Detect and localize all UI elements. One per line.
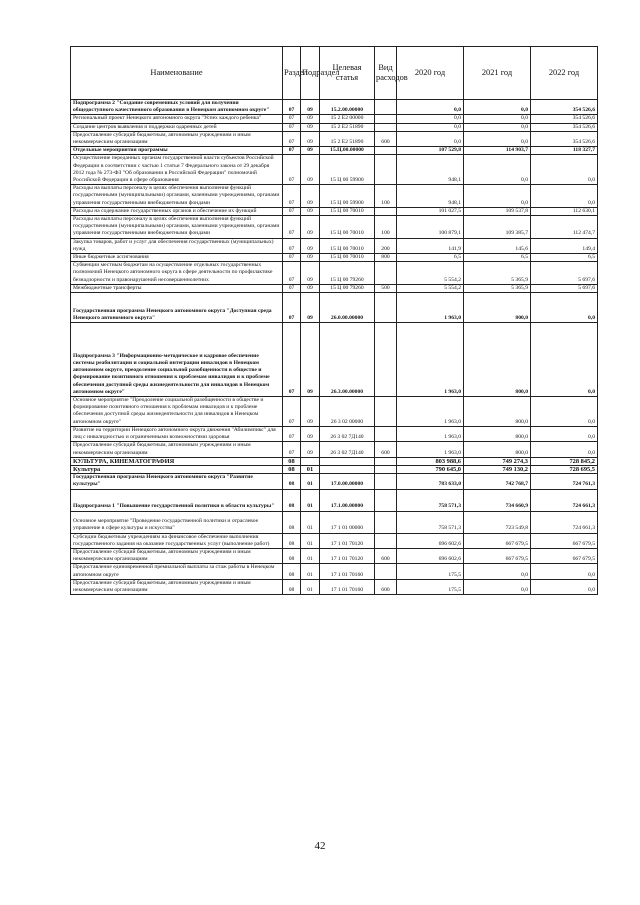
row-target: 17 1 01 70120: [320, 533, 375, 548]
table-row: [71, 123, 598, 131]
table-row: [71, 579, 598, 594]
row-vid: [375, 123, 397, 131]
row-razdel: 07: [283, 216, 301, 239]
row-name: Подпрограмма 3 "Информационно-методическое и кадровое обеспечение системы реабилитации и социальной интеграции инвалидов в Ненецком автономном округе, преодоление социальной разобщенности в обществе и формирование позитивного отношения к проблемам инвалидов и к проблеме обеспечения доступной среды жизнедеятельности для инвалидов в Ненецком автономном округе": [71, 323, 283, 397]
row-vid: [375, 323, 397, 397]
table-row: [71, 284, 598, 292]
row-vid: [375, 262, 397, 285]
row-podrazdel: 09: [301, 284, 320, 292]
row-podrazdel: 01: [301, 548, 320, 563]
row-name: Основное мероприятие "Проведение государственной политики и отраслевое управление в сфере культуры и искусства": [71, 511, 283, 533]
row-2020: 175,5: [397, 579, 464, 594]
row-2022: 0,0: [531, 293, 598, 323]
row-2020: 0,0: [397, 123, 464, 131]
row-razdel: 08: [283, 474, 301, 489]
row-2022: 0,0: [531, 579, 598, 594]
row-razdel: 08: [283, 564, 301, 579]
table-row: [71, 323, 598, 397]
table-row: [71, 254, 598, 262]
row-2022: 112 474,7: [531, 216, 598, 239]
row-name: Иные бюджетные ассигнования: [71, 254, 283, 262]
row-2021: 109 385,7: [464, 216, 531, 239]
page-number: 42: [314, 840, 326, 852]
row-vid: [375, 207, 397, 215]
row-2021: 0,0: [464, 115, 531, 123]
table-row: [71, 548, 598, 563]
row-2022: 5 697,6: [531, 262, 598, 285]
row-2020: 948,1: [397, 155, 464, 185]
row-2020: 175,5: [397, 564, 464, 579]
row-name: Осуществление переданных органам государственной власти субъектов Российской Федерации в соответствии с частью 1 статьи 7 Федерального закона от 29 декабря 2012 года № 273-ФЗ "Об образовании в Российской Федерации" полномочий Российской Федерации в сфере образования: [71, 155, 283, 185]
row-2021: 0,0: [464, 185, 531, 208]
row-vid: [375, 115, 397, 123]
row-name: Создание центров выявления и поддержки одаренных детей: [71, 123, 283, 131]
row-razdel: 08: [283, 489, 301, 511]
table-row: [71, 457, 598, 465]
row-target: 15 2 Е2 51890: [320, 131, 375, 146]
row-razdel: 07: [283, 323, 301, 397]
row-razdel: 07: [283, 262, 301, 285]
row-2022: 728 845,2: [531, 457, 598, 465]
row-2022: 724 761,3: [531, 474, 598, 489]
row-name: Расходы на выплаты персоналу в целях обеспечения выполнения функций государственными (муниципальными) органами, казенными учреждениями, органами управления государственными внебюджетными фондами: [71, 216, 283, 239]
row-podrazdel: 01: [301, 511, 320, 533]
table-row: [71, 397, 598, 427]
table-row: [71, 155, 598, 185]
row-2021: 5 365,9: [464, 284, 531, 292]
row-2020: 100 879,1: [397, 216, 464, 239]
row-2020: 101 027,5: [397, 207, 464, 215]
row-2022: 724 661,3: [531, 489, 598, 511]
row-2021: 114 903,7: [464, 147, 531, 155]
header-podrazdel: Подраздел: [301, 47, 320, 100]
row-target: 17 1 01 70120: [320, 548, 375, 563]
row-vid: [375, 465, 397, 473]
row-razdel: 07: [283, 207, 301, 215]
row-name: Предоставление единовременной премиальной выплаты за стаж работы в Ненецком автономном округе: [71, 564, 283, 579]
row-podrazdel: 01: [301, 489, 320, 511]
row-name: Закупка товаров, работ и услуг для обеспечения государственных (муниципальных) нужд: [71, 238, 283, 253]
table-row: [71, 262, 598, 285]
row-podrazdel: 09: [301, 147, 320, 155]
row-razdel: 07: [283, 131, 301, 146]
row-2021: 734 660,9: [464, 489, 531, 511]
row-name: Отдельные мероприятия программы: [71, 147, 283, 155]
header-razdel: Раздел: [283, 47, 301, 100]
row-name: Предоставление субсидий бюджетным, автономным учреждениям и иным некоммерческим организациям: [71, 442, 283, 457]
row-vid: 600: [375, 131, 397, 146]
row-2022: 667 679,5: [531, 548, 598, 563]
row-2022: 6,5: [531, 254, 598, 262]
row-2020: 0,0: [397, 100, 464, 115]
table-row: [71, 293, 598, 323]
row-target: 15 Ц 00 79260: [320, 262, 375, 285]
row-target: [320, 457, 375, 465]
row-vid: 600: [375, 442, 397, 457]
row-2020: 107 529,8: [397, 147, 464, 155]
header-2020: 2020 год: [397, 47, 464, 100]
row-name: Государственная программа Ненецкого автономного округа "Доступная среда Ненецкого автономного округа": [71, 293, 283, 323]
row-2021: 667 679,5: [464, 533, 531, 548]
row-podrazdel: 09: [301, 262, 320, 285]
row-podrazdel: 09: [301, 397, 320, 427]
row-2022: 0,0: [531, 323, 598, 397]
row-2020: 696 602,6: [397, 548, 464, 563]
header-name: Наименование: [71, 47, 283, 100]
row-2021: 0,0: [464, 100, 531, 115]
row-vid: 600: [375, 548, 397, 563]
row-razdel: 07: [283, 293, 301, 323]
row-vid: [375, 533, 397, 548]
row-razdel: 08: [283, 533, 301, 548]
row-target: 15 Ц 00 79260: [320, 284, 375, 292]
row-2020: 1 963,0: [397, 323, 464, 397]
row-name: Субвенции местным бюджетам на осуществление отдельных государственных полномочий Ненецкого автономного округа в сфере деятельности по профилактике безнадзорности и правонарушений несовершеннолетних: [71, 262, 283, 285]
row-2022: 0,0: [531, 155, 598, 185]
row-2021: 109 537,8: [464, 207, 531, 215]
table-row: [71, 474, 598, 489]
budget-table: [70, 46, 598, 595]
row-2021: 800,0: [464, 426, 531, 441]
row-name: Культура: [71, 465, 283, 473]
row-vid: [375, 511, 397, 533]
row-2020: 1 963,0: [397, 426, 464, 441]
row-2020: 0,0: [397, 131, 464, 146]
row-razdel: 07: [283, 254, 301, 262]
row-2021: 742 768,7: [464, 474, 531, 489]
row-2020: 1 963,0: [397, 397, 464, 427]
row-2021: 800,0: [464, 293, 531, 323]
row-name: Региональный проект Ненецкого автономного округа "Успех каждого ребенка": [71, 115, 283, 123]
row-2021: 0,0: [464, 564, 531, 579]
row-2021: 6,5: [464, 254, 531, 262]
row-2020: 758 571,3: [397, 511, 464, 533]
row-2020: 1 963,0: [397, 293, 464, 323]
row-podrazdel: 09: [301, 100, 320, 115]
row-vid: [375, 457, 397, 465]
row-podrazdel: 09: [301, 442, 320, 457]
row-vid: 200: [375, 238, 397, 253]
row-name: Субсидии бюджетным учреждениям на финансовое обеспечение выполнения государственного задания на оказание государственных услуг (выполнение работ): [71, 533, 283, 548]
row-target: 26.3.00.00000: [320, 323, 375, 397]
row-2022: 354 526,6: [531, 100, 598, 115]
row-2020: 783 633,0: [397, 474, 464, 489]
table-row: [71, 185, 598, 208]
row-2021: 5 365,9: [464, 262, 531, 285]
row-target: 15 2 Е2 00000: [320, 115, 375, 123]
row-vid: [375, 397, 397, 427]
row-razdel: 07: [283, 123, 301, 131]
row-vid: [375, 474, 397, 489]
row-name: Подпрограмма 2 "Создание современных условий для получения общедоступного качественного образования в Ненецком автономном округе": [71, 100, 283, 115]
row-target: 17 1 01 00000: [320, 511, 375, 533]
row-target: 17.1.00.00000: [320, 489, 375, 511]
row-razdel: 07: [283, 155, 301, 185]
row-vid: 500: [375, 284, 397, 292]
row-razdel: 08: [283, 579, 301, 594]
row-podrazdel: 09: [301, 254, 320, 262]
row-2022: 0,0: [531, 185, 598, 208]
header-2021: 2021 год: [464, 47, 531, 100]
row-2020: 0,0: [397, 115, 464, 123]
row-vid: 100: [375, 185, 397, 208]
row-vid: [375, 293, 397, 323]
row-podrazdel: 09: [301, 115, 320, 123]
row-name: Расходы на выплаты персоналу в целях обеспечения выполнения функций государственными (муниципальными) органами, казенными учреждениями, органами управления государственными внебюджетными фондами: [71, 185, 283, 208]
row-razdel: 07: [283, 238, 301, 253]
row-vid: 600: [375, 579, 397, 594]
row-name: Предоставление субсидий бюджетным, автономным учреждениям и иным некоммерческим организациям: [71, 579, 283, 594]
row-name: Государственная программа Ненецкого автономного округа "Развитие культуры": [71, 474, 283, 489]
row-2021: 800,0: [464, 442, 531, 457]
row-vid: 100: [375, 216, 397, 239]
row-2020: 141,9: [397, 238, 464, 253]
row-podrazdel: 09: [301, 155, 320, 185]
row-razdel: 08: [283, 511, 301, 533]
row-target: 15 Ц 00 70010: [320, 254, 375, 262]
row-name: Межбюджетные трансферты: [71, 284, 283, 292]
table-row: [71, 442, 598, 457]
row-podrazdel: 09: [301, 293, 320, 323]
row-2020: 790 645,0: [397, 465, 464, 473]
row-2021: 145,6: [464, 238, 531, 253]
row-2020: 1 963,0: [397, 442, 464, 457]
row-podrazdel: 09: [301, 123, 320, 131]
row-target: 15 Ц 00 70010: [320, 207, 375, 215]
row-2022: 118 327,7: [531, 147, 598, 155]
row-razdel: 08: [283, 457, 301, 465]
row-name: Расходы на содержание государственных органов и обеспечение их функций: [71, 207, 283, 215]
row-2022: 667 679,5: [531, 533, 598, 548]
row-2022: 354 526,6: [531, 131, 598, 146]
row-target: 15 Ц 00 70010: [320, 216, 375, 239]
table-row: [71, 489, 598, 511]
table-row: [71, 511, 598, 533]
table-row: [71, 238, 598, 253]
row-podrazdel: [301, 457, 320, 465]
row-target: 15 2 Е2 51890: [320, 123, 375, 131]
row-podrazdel: 09: [301, 216, 320, 239]
table-row: [71, 533, 598, 548]
row-podrazdel: 09: [301, 238, 320, 253]
row-target: 15.Ц.00.00000: [320, 147, 375, 155]
row-razdel: 07: [283, 442, 301, 457]
row-2022: 728 695,5: [531, 465, 598, 473]
table-row: [71, 131, 598, 146]
row-podrazdel: 01: [301, 474, 320, 489]
row-2020: 948,1: [397, 185, 464, 208]
row-2020: 5 554,2: [397, 262, 464, 285]
row-2022: 0,0: [531, 397, 598, 427]
table-row: [71, 207, 598, 215]
row-podrazdel: 01: [301, 465, 320, 473]
header-2022: 2022 год: [531, 47, 598, 100]
row-target: 15 Ц 00 59900: [320, 155, 375, 185]
row-target: 15 Ц 00 59900: [320, 185, 375, 208]
row-name: Подпрограмма 1 "Повышение государственной политики в области культуры": [71, 489, 283, 511]
row-podrazdel: 01: [301, 579, 320, 594]
table-row: [71, 115, 598, 123]
row-2022: 149,4: [531, 238, 598, 253]
row-target: 17 1 01 70160: [320, 564, 375, 579]
row-name: Предоставление субсидий бюджетным, автономным учреждениям и иным некоммерческим организациям: [71, 548, 283, 563]
row-name: Развитие на территории Ненецкого автономного округа движения "Абилимпикс" для лиц с инвалидностью и ограниченными возможностями здоровья: [71, 426, 283, 441]
row-razdel: 07: [283, 115, 301, 123]
row-podrazdel: 09: [301, 207, 320, 215]
row-vid: [375, 147, 397, 155]
row-2020: 5 554,2: [397, 284, 464, 292]
row-vid: [375, 100, 397, 115]
row-2022: 5 697,6: [531, 284, 598, 292]
table-row: [71, 465, 598, 473]
row-razdel: 07: [283, 284, 301, 292]
row-2021: 0,0: [464, 579, 531, 594]
row-razdel: 08: [283, 465, 301, 473]
table-row: [71, 216, 598, 239]
row-name: Основное мероприятие "Преодоление социальной разобщенности в обществе и формирование позитивного отношения к проблемам инвалидов и к проблеме обеспечения доступной среды жизнедеятельности для инвалидов в Ненецком автономном округе": [71, 397, 283, 427]
row-2021: 723 549,8: [464, 511, 531, 533]
row-2021: 800,0: [464, 397, 531, 427]
table-row: [71, 147, 598, 155]
row-2022: 112 630,1: [531, 207, 598, 215]
row-razdel: 07: [283, 426, 301, 441]
row-vid: [375, 564, 397, 579]
row-razdel: 07: [283, 185, 301, 208]
row-vid: [375, 155, 397, 185]
row-2020: 696 602,6: [397, 533, 464, 548]
row-2021: 0,0: [464, 155, 531, 185]
row-target: 15.2.00.00000: [320, 100, 375, 115]
row-2021: 0,0: [464, 123, 531, 131]
row-2021: 749 130,2: [464, 465, 531, 473]
row-2022: 0,0: [531, 564, 598, 579]
row-target: 26 3 02 7Д140: [320, 426, 375, 441]
row-razdel: 07: [283, 147, 301, 155]
header-vid: Вид расходов: [375, 47, 397, 100]
row-target: 17.0.00.00000: [320, 474, 375, 489]
row-target: 26 3 02 00000: [320, 397, 375, 427]
row-2021: 800,0: [464, 323, 531, 397]
row-target: 26 3 02 7Д140: [320, 442, 375, 457]
table-row: [71, 100, 598, 115]
row-vid: 800: [375, 254, 397, 262]
row-podrazdel: 09: [301, 185, 320, 208]
row-2022: 354 526,6: [531, 123, 598, 131]
row-2021: 667 679,5: [464, 548, 531, 563]
row-podrazdel: 09: [301, 323, 320, 397]
row-2021: 749 274,3: [464, 457, 531, 465]
row-2021: 0,0: [464, 131, 531, 146]
table-row: [71, 564, 598, 579]
row-2020: 758 571,3: [397, 489, 464, 511]
row-2022: 724 661,3: [531, 511, 598, 533]
row-2022: 0,0: [531, 442, 598, 457]
row-2020: 803 988,6: [397, 457, 464, 465]
row-target: 26.0.00.00000: [320, 293, 375, 323]
row-vid: [375, 426, 397, 441]
table-header-row: [71, 47, 598, 100]
row-name: Предоставление субсидий бюджетным, автономным учреждениям и иным некоммерческим организациям: [71, 131, 283, 146]
header-target: Целевая статья: [320, 47, 375, 100]
row-name: КУЛЬТУРА, КИНЕМАТОГРАФИЯ: [71, 457, 283, 465]
row-target: [320, 465, 375, 473]
table-body: [71, 100, 598, 595]
row-2020: 6,5: [397, 254, 464, 262]
row-vid: [375, 489, 397, 511]
row-podrazdel: 09: [301, 131, 320, 146]
row-razdel: 08: [283, 548, 301, 563]
row-razdel: 07: [283, 100, 301, 115]
row-podrazdel: 01: [301, 533, 320, 548]
row-podrazdel: 01: [301, 564, 320, 579]
row-podrazdel: 09: [301, 426, 320, 441]
row-razdel: 07: [283, 397, 301, 427]
table-row: [71, 426, 598, 441]
row-target: 15 Ц 00 70010: [320, 238, 375, 253]
row-target: 17 1 01 70160: [320, 579, 375, 594]
row-2022: 354 526,6: [531, 115, 598, 123]
row-2022: 0,0: [531, 426, 598, 441]
